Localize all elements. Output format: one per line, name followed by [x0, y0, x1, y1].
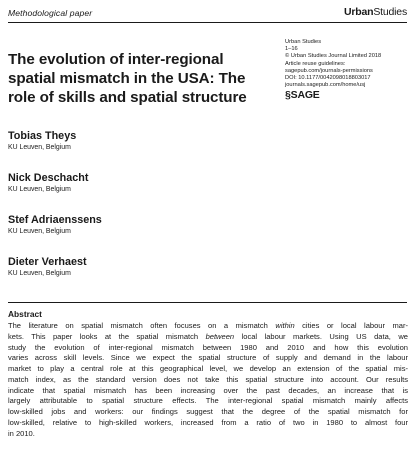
author-affiliation: KU Leuven, Belgium — [8, 270, 71, 277]
meta-pages: 1–16 — [285, 46, 298, 53]
abstract-line — [8, 429, 408, 440]
paper-type-label: Methodological paper — [8, 8, 93, 18]
abstract-text: largely attributable to spatial structure effects. The inter-regional spatial mismatch mainly affects — [8, 396, 408, 406]
journal-logo-bold: Urban — [344, 6, 374, 18]
meta-journal-home[interactable]: journals.sagepub.com/home/usj — [285, 82, 366, 89]
abstract-text: in 2010. — [8, 428, 35, 438]
meta-reuse-label: Article reuse guidelines: — [285, 60, 346, 67]
abstract-text: indicate that spatial mismatch has been increasing over the past decades, an increase that is — [8, 385, 408, 395]
abstract-text: kets. This paper looks at the spatial mismatch — [8, 331, 206, 341]
header-rule — [8, 22, 407, 23]
author-block — [8, 129, 268, 171]
abstract-line — [8, 353, 408, 364]
abstract-line — [8, 375, 408, 386]
abstract-text: low-skilled, relative to high-skilled workers, increased from a ratio of two in 1980 to almost four — [8, 417, 408, 427]
abstract-emphasis: between — [205, 331, 235, 341]
author-name: Tobias Theys — [8, 130, 77, 142]
author-block — [8, 171, 268, 213]
author-name: Nick Deschacht — [8, 172, 89, 184]
abstract-line — [8, 386, 408, 397]
meta-doi[interactable]: DOI: 10.1177/0042098018803017 — [285, 75, 371, 82]
abstract-text: low-skilled jobs and workers: our findings suggest that the degree of the spatial mismatch for — [8, 407, 408, 416]
meta-copyright: © Urban Studies Journal Limited 2018 — [285, 53, 382, 60]
journal-logo — [344, 6, 407, 18]
author-block — [8, 213, 268, 255]
abstract-line — [8, 396, 408, 407]
abstract-heading: Abstract — [8, 309, 42, 319]
article-metadata — [285, 39, 415, 101]
author-block — [8, 255, 268, 297]
meta-reuse-link[interactable]: sagepub.com/journals-permissions — [285, 67, 373, 74]
abstract-text: match index, as the standard version does not take this spatial structure into account. Our results — [8, 374, 408, 384]
abstract-text: cities or local labour mar- — [294, 321, 408, 330]
abstract-line — [8, 407, 408, 418]
title-line: role of skills and spatial structure — [8, 89, 247, 106]
abstract-line — [8, 418, 408, 429]
sage-logo-icon — [285, 89, 415, 101]
abstract-text: market to play a central role at this geographical level, we develop an extension of the spatial mis- — [8, 364, 408, 373]
author-name: Dieter Verhaest — [8, 256, 87, 268]
author-affiliation: KU Leuven, Belgium — [8, 144, 71, 151]
author-affiliation: KU Leuven, Belgium — [8, 228, 71, 235]
abstract-text: study the evolution of inter-regional mismatch between 1980 and 2010 and how this evolution — [8, 342, 408, 352]
author-affiliation: KU Leuven, Belgium — [8, 186, 71, 193]
abstract-line — [8, 364, 408, 375]
abstract-body — [8, 321, 408, 439]
sage-logo-text: SAGE — [290, 89, 320, 102]
title-line: spatial mismatch in the USA: The — [8, 70, 246, 87]
meta-journal: Urban Studies — [285, 39, 322, 45]
journal-logo-rest: Studies — [373, 6, 407, 18]
abstract-text: The literature on spatial mismatch often focuses on a mismatch — [8, 321, 276, 330]
author-name: Stef Adriaenssens — [8, 214, 102, 226]
abstract-emphasis: within — [275, 321, 295, 330]
abstract-text: varies across skill levels. Since we expect the spatial structure of supply and demand in the labour — [8, 353, 408, 363]
author-list — [8, 129, 268, 297]
abstract-text: local labour markets. Using US data, we — [234, 331, 408, 341]
abstract-line — [8, 332, 408, 343]
title-line: The evolution of inter-regional — [8, 51, 224, 68]
abstract-line — [8, 321, 408, 332]
sage-swirl-icon: § — [285, 89, 291, 102]
article-title — [8, 50, 280, 107]
abstract-line — [8, 343, 408, 354]
abstract-rule — [8, 302, 407, 303]
